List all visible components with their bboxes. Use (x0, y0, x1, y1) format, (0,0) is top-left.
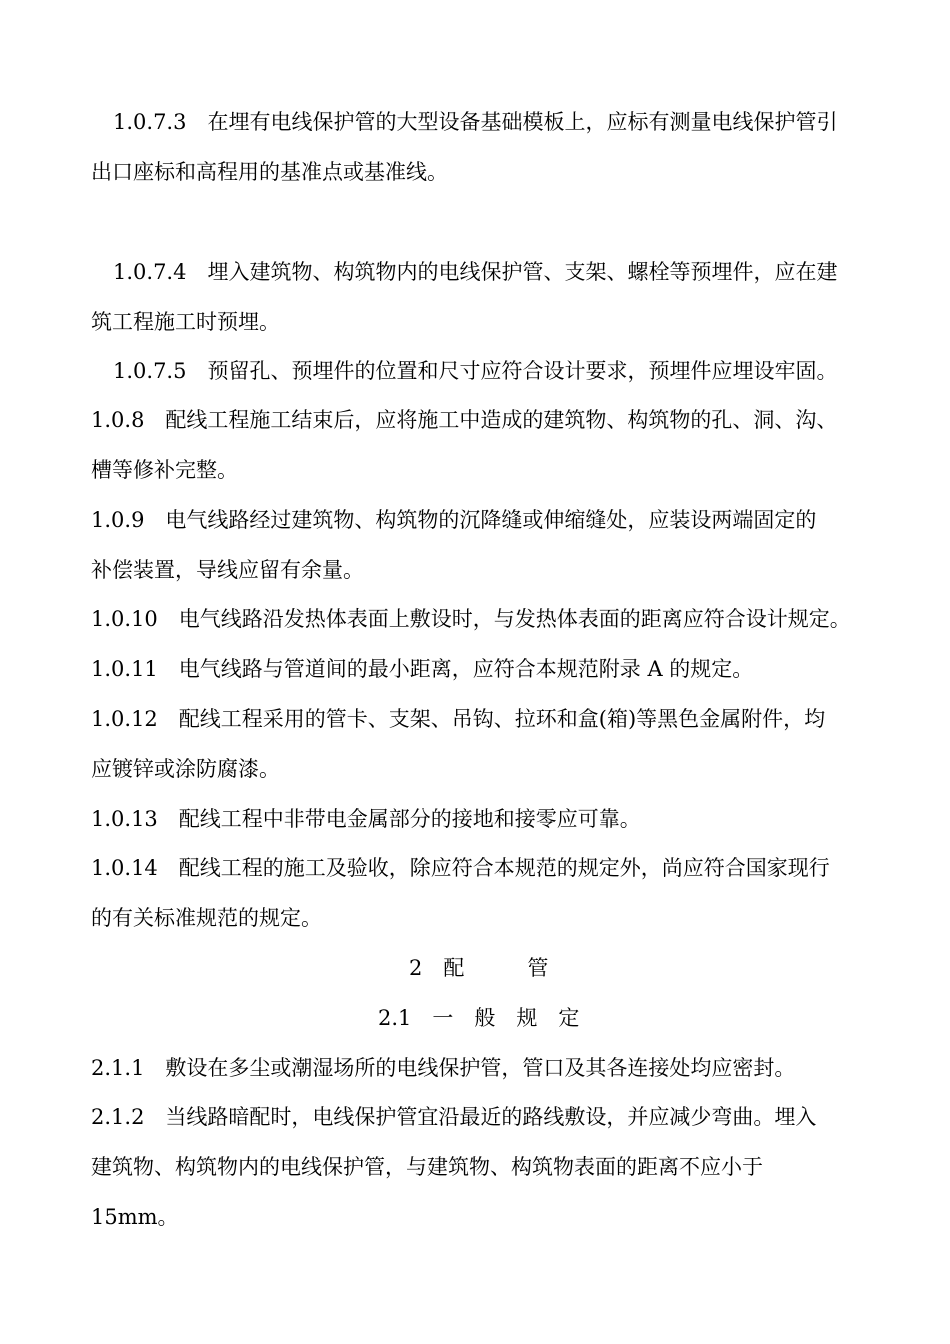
clause-1-0-8-line-1: 1.0.8 配线工程施工结束后，应将施工中造成的建筑物、构筑物的孔、洞、沟、 (91, 408, 838, 432)
clause-2-1-2-line-1: 2.1.2 当线路暗配时，电线保护管宜沿最近的路线敷设，并应减少弯曲。埋入 (91, 1105, 817, 1129)
clause-1-0-9-line-1: 1.0.9 电气线路经过建筑物、构筑物的沉降缝或伸缩缝处，应装设两端固定的 (91, 508, 817, 532)
clause-1-0-14-line-1: 1.0.14 配线工程的施工及验收，除应符合本规范的规定外，尚应符合国家现行 (91, 856, 830, 880)
clause-1-0-7-5: 1.0.7.5 预留孔、预埋件的位置和尺寸应符合设计要求，预埋件应埋设牢固。 (113, 359, 838, 383)
section-2-1-heading: 2.1 一 般 规 定 (378, 1006, 580, 1030)
clause-2-1-2-line-3: 15mm。 (91, 1205, 179, 1229)
clause-1-0-12-line-1: 1.0.12 配线工程采用的管卡、支架、吊钩、拉环和盒(箱)等黑色金属附件，均 (91, 707, 826, 731)
clause-1-0-7-3-line-1: 1.0.7.3 在埋有电线保护管的大型设备基础模板上，应标有测量电线保护管引 (113, 110, 838, 134)
clause-1-0-7-3-line-2: 出口座标和高程用的基准点或基准线。 (91, 160, 448, 184)
clause-1-0-13: 1.0.13 配线工程中非带电金属部分的接地和接零应可靠。 (91, 807, 641, 831)
clause-2-1-2-line-2: 建筑物、构筑物内的电线保护管，与建筑物、构筑物表面的距离不应小于 (91, 1155, 763, 1179)
clause-1-0-9-line-2: 补偿装置，导线应留有余量。 (91, 558, 364, 582)
chapter-2-heading: 2 配 管 (409, 956, 549, 980)
clause-1-0-7-4-line-1: 1.0.7.4 埋入建筑物、构筑物内的电线保护管、支架、螺栓等预埋件，应在建 (113, 260, 838, 284)
clause-1-0-7-4-line-2: 筑工程施工时预埋。 (91, 310, 280, 334)
clause-1-0-14-line-2: 的有关标准规范的规定。 (91, 906, 322, 930)
clause-1-0-8-line-2: 槽等修补完整。 (91, 458, 238, 482)
clause-1-0-11: 1.0.11 电气线路与管道间的最小距离，应符合本规范附录 A 的规定。 (91, 657, 754, 681)
clause-1-0-10: 1.0.10 电气线路沿发热体表面上敷设时，与发热体表面的距离应符合设计规定。 (91, 607, 851, 631)
clause-2-1-1: 2.1.1 敷设在多尘或潮湿场所的电线保护管，管口及其各连接处均应密封。 (91, 1056, 796, 1080)
clause-1-0-12-line-2: 应镀锌或涂防腐漆。 (91, 757, 280, 781)
